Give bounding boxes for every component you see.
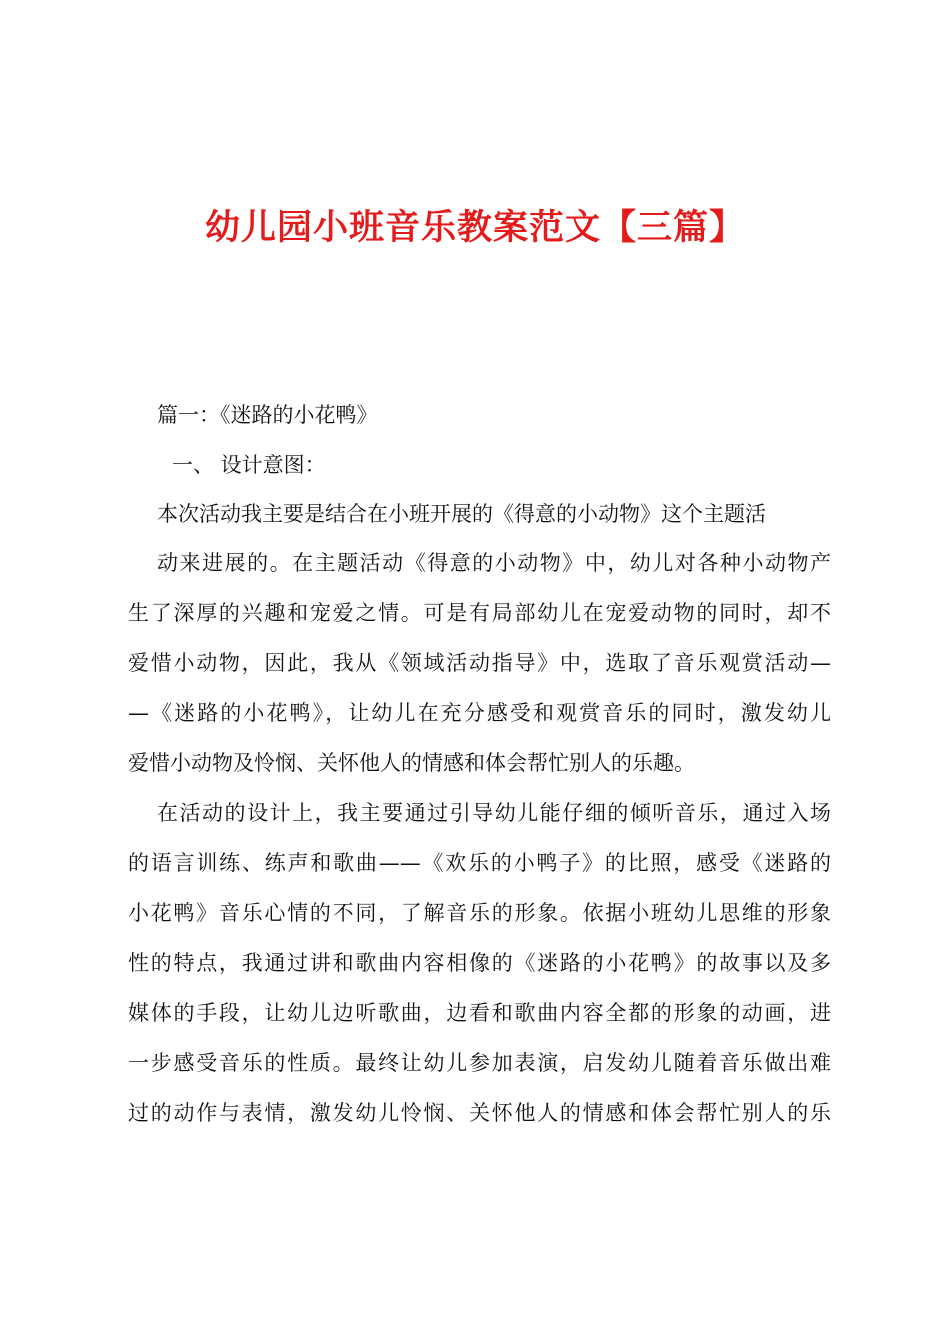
paragraph1-line-2: 动来进展的。在主题活动《得意的小动物》中，幼儿对各种小动物产 — [157, 551, 831, 575]
paragraph1-line-5: —《迷路的小花鸭》，让幼儿在充分感受和观赏音乐的同时，激发幼儿 — [128, 701, 831, 725]
subheading: 一、 设计意图： — [172, 453, 326, 477]
paragraph2-line-2: 的语言训练、练声和歌曲——《欢乐的小鸭子》的比照，感受《迷路的 — [128, 851, 831, 875]
paragraph2-line-7: 过的动作与表情，激发幼儿怜悯、关怀他人的情感和体会帮忙别人的乐 — [128, 1101, 831, 1125]
paragraph1-line-1: 本次活动我主要是结合在小班开展的《得意的小动物》这个主题活 — [157, 502, 766, 526]
section-heading: 篇一：《迷路的小花鸭》 — [157, 403, 378, 427]
paragraph2-line-3: 小花鸭》音乐心情的不同，了解音乐的形象。依据小班幼儿思维的形象 — [128, 901, 831, 925]
paragraph1-line-3: 生了深厚的兴趣和宠爱之情。可是有局部幼儿在宠爱动物的同时，却不 — [128, 601, 831, 625]
paragraph2-line-1: 在活动的设计上，我主要通过引导幼儿能仔细的倾听音乐，通过入场 — [157, 801, 831, 825]
paragraph2-line-5: 媒体的手段，让幼儿边听歌曲，边看和歌曲内容全都的形象的动画，进 — [128, 1001, 831, 1025]
paragraph2-line-4: 性的特点，我通过讲和歌曲内容相像的《迷路的小花鸭》的故事以及多 — [128, 951, 831, 975]
paragraph1-line-4: 爱惜小动物，因此，我从《领域活动指导》中，选取了音乐观赏活动— — [128, 651, 831, 675]
paragraph2-line-6: 一步感受音乐的性质。最终让幼儿参加表演，启发幼儿随着音乐做出难 — [128, 1051, 831, 1075]
paragraph1-line-6: 爱惜小动物及怜悯、关怀他人的情感和体会帮忙别人的乐趣。 — [128, 751, 695, 775]
document-title: 幼儿园小班音乐教案范文【三篇】 — [204, 207, 745, 248]
